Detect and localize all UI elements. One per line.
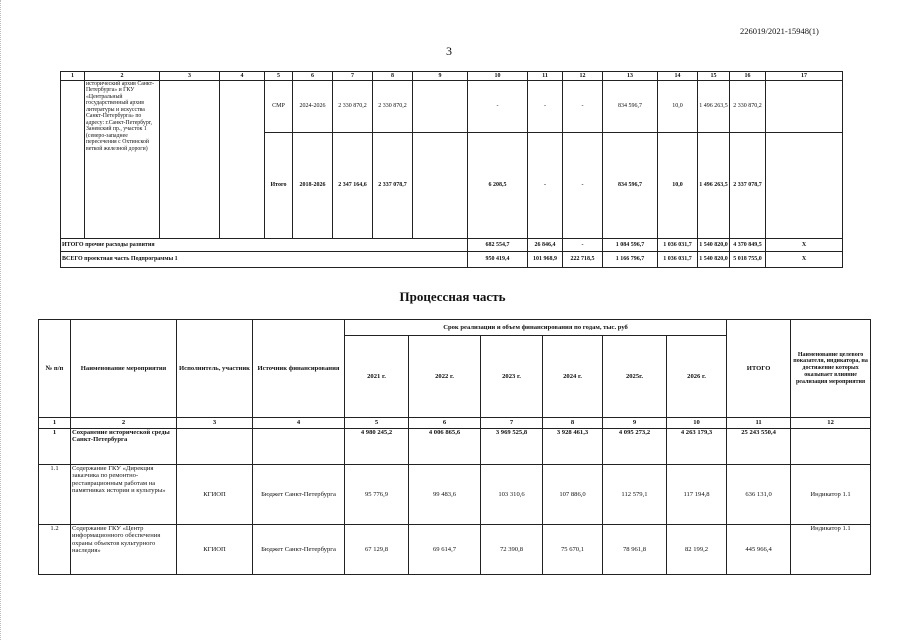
cell-value: 1 540 820,0	[698, 252, 730, 268]
col-num: 4	[220, 72, 265, 81]
cell-value: 682 554,7	[468, 239, 528, 252]
indicator: Индикатор 1.1	[791, 465, 871, 525]
year-value: 103 310,6	[481, 465, 543, 525]
col-num: 1	[39, 418, 71, 429]
funding-source: Бюджет Санкт-Петербурга	[253, 465, 345, 525]
year-value: 78 961,8	[603, 525, 667, 575]
col-num: 10	[667, 418, 727, 429]
year-value: 4 095 273,2	[603, 429, 667, 465]
cell-value: 101 968,9	[528, 252, 563, 268]
cell-value: 1 540 820,0	[698, 239, 730, 252]
cell-value	[766, 81, 843, 133]
section-title: Процессная часть	[399, 289, 506, 304]
cell-value: -	[563, 81, 603, 133]
col-num: 9	[413, 72, 468, 81]
header-period: Срок реализации и объем финансирования по годам, тыс. руб	[345, 320, 727, 336]
header-num: № п/п	[39, 320, 71, 418]
year-value: 3 969 525,8	[481, 429, 543, 465]
cell-value: Х	[766, 239, 843, 252]
header-year: 2025г.	[603, 336, 667, 418]
col-num: 4	[253, 418, 345, 429]
year-value: 107 886,0	[543, 465, 603, 525]
cell-value: 2 330 870,2	[373, 81, 413, 133]
activity-name: Сохранение исторической среды Санкт-Петербурга	[71, 429, 177, 465]
year-value: 112 579,1	[603, 465, 667, 525]
column-number-row	[39, 418, 871, 429]
cell-value: 2 330 870,2	[730, 81, 766, 133]
executor	[177, 429, 253, 465]
cell-value: 1 036 031,7	[658, 239, 698, 252]
cell-value: 2 330 870,2	[333, 81, 373, 133]
col-num: 5	[265, 72, 293, 81]
col-num: 17	[766, 72, 843, 81]
col-num: 9	[603, 418, 667, 429]
period: 2024-2026	[293, 81, 333, 133]
year-value: 95 776,9	[345, 465, 409, 525]
table-row	[39, 525, 871, 575]
cell-value: -	[468, 81, 528, 133]
row-label: ИТОГО прочие расходы развития	[61, 239, 468, 252]
col-num: 14	[658, 72, 698, 81]
cell-value: 2 337 078,7	[373, 133, 413, 239]
cell-value: 26 846,4	[528, 239, 563, 252]
table-row	[39, 429, 871, 465]
row-total: 636 131,0	[727, 465, 791, 525]
project-part-table	[60, 71, 843, 268]
header-name: Наименование мероприятия	[71, 320, 177, 418]
cell-value: -	[528, 133, 563, 239]
cell-value	[766, 133, 843, 239]
row-num: 1.1	[39, 465, 71, 525]
col-num: 2	[71, 418, 177, 429]
executor: КГИОП	[177, 465, 253, 525]
work-type: Итого	[265, 133, 293, 239]
col-num: 7	[333, 72, 373, 81]
period: 2018-2026	[293, 133, 333, 239]
col-num: 5	[345, 418, 409, 429]
col-num: 16	[730, 72, 766, 81]
cell-value: 1 166 796,7	[603, 252, 658, 268]
col-num: 8	[543, 418, 603, 429]
row-num: 1.2	[39, 525, 71, 575]
cell-value: 1 036 031,7	[658, 252, 698, 268]
year-value: 67 129,8	[345, 525, 409, 575]
year-value: 4 980 245,2	[345, 429, 409, 465]
col-num: 15	[698, 72, 730, 81]
cell-value	[413, 133, 468, 239]
indicator	[791, 429, 871, 465]
col-num: 3	[160, 72, 220, 81]
work-type: СМР	[265, 81, 293, 133]
row-label: ВСЕГО проектная часть Подпрограммы 1	[61, 252, 468, 268]
process-part-table	[38, 319, 871, 575]
cell-value	[413, 81, 468, 133]
cell-value: 950 419,4	[468, 252, 528, 268]
year-value: 72 390,8	[481, 525, 543, 575]
activity-name: Содержание ГКУ «Дирекция заказчика по ремонтно-реставрационным работам на памятниках истории и культуры»	[71, 465, 177, 525]
cell-value: 1 496 263,5	[698, 133, 730, 239]
cell-value: 2 347 164,6	[333, 133, 373, 239]
cell-value: 6 208,5	[468, 133, 528, 239]
cell-value: 10,0	[658, 81, 698, 133]
col-num: 12	[791, 418, 871, 429]
col-num: 7	[481, 418, 543, 429]
year-value: 69 614,7	[409, 525, 481, 575]
year-value: 4 006 865,6	[409, 429, 481, 465]
cell-value: -	[528, 81, 563, 133]
row-total: 445 966,4	[727, 525, 791, 575]
cell-value: 2 337 078,7	[730, 133, 766, 239]
header-executor: Исполнитель, участник	[177, 320, 253, 418]
table-row	[39, 465, 871, 525]
year-value: 117 194,8	[667, 465, 727, 525]
document-number: 226019/2021-15948(1)	[740, 26, 819, 36]
col-num: 12	[563, 72, 603, 81]
col-num: 8	[373, 72, 413, 81]
column-number-row	[61, 72, 843, 81]
year-value: 99 483,6	[409, 465, 481, 525]
cell-value: 222 718,5	[563, 252, 603, 268]
row-num: 1	[39, 429, 71, 465]
table-row	[61, 239, 843, 252]
activity-name: Содержание ГКУ «Центр информационного обеспечения охраны объектов культурного наследия»	[71, 525, 177, 575]
header-year: 2023 г.	[481, 336, 543, 418]
funding-source	[253, 429, 345, 465]
col-num: 11	[528, 72, 563, 81]
cell-value: 834 596,7	[603, 133, 658, 239]
cell-value: Х	[766, 252, 843, 268]
header-source: Источник финансирования	[253, 320, 345, 418]
col-num: 11	[727, 418, 791, 429]
cell-value: 10,0	[658, 133, 698, 239]
cell-value: -	[563, 133, 603, 239]
year-value: 75 670,1	[543, 525, 603, 575]
cell-value: 834 596,7	[603, 81, 658, 133]
row-total: 25 243 550,4	[727, 429, 791, 465]
col-num: 10	[468, 72, 528, 81]
page-number: 3	[446, 44, 452, 58]
header-year: 2021 г.	[345, 336, 409, 418]
cell-value: -	[563, 239, 603, 252]
cell-value: 5 018 755,0	[730, 252, 766, 268]
cell-value: 4 370 849,5	[730, 239, 766, 252]
col-num: 2	[85, 72, 160, 81]
scan-edge	[0, 0, 5, 640]
col-num: 3	[177, 418, 253, 429]
funding-source: Бюджет Санкт-Петербурга	[253, 525, 345, 575]
col-num: 13	[603, 72, 658, 81]
header-year: 2026 г.	[667, 336, 727, 418]
col-num: 1	[61, 72, 85, 81]
cell-value: 1 084 596,7	[603, 239, 658, 252]
header-indicator: Наименование целевого показателя, индикатора, на достижение которых оказывает влияние реализация мероприятия	[791, 320, 871, 418]
object-name: исторический архив Санкт-Петербурга» и ГКУ «Центральный государственный архив литературы и искусства Санкт-Петербурга» по адресу: г.Санкт-Петербург, Заневский пр., участок 1 (северо-западнее пересечения с Охтинской веткой железной дороги)	[85, 81, 160, 239]
indicator: Индикатор 1.1	[791, 525, 871, 575]
year-value: 3 928 461,3	[543, 429, 603, 465]
header-row	[39, 320, 871, 336]
table-row	[61, 252, 843, 268]
col-num: 6	[293, 72, 333, 81]
table-row	[61, 81, 843, 133]
col-num: 6	[409, 418, 481, 429]
header-year: 2022 г.	[409, 336, 481, 418]
executor: КГИОП	[177, 525, 253, 575]
year-value: 4 263 179,3	[667, 429, 727, 465]
header-total: ИТОГО	[727, 320, 791, 418]
year-value: 82 199,2	[667, 525, 727, 575]
cell-value: 1 496 263,5	[698, 81, 730, 133]
header-year: 2024 г.	[543, 336, 603, 418]
